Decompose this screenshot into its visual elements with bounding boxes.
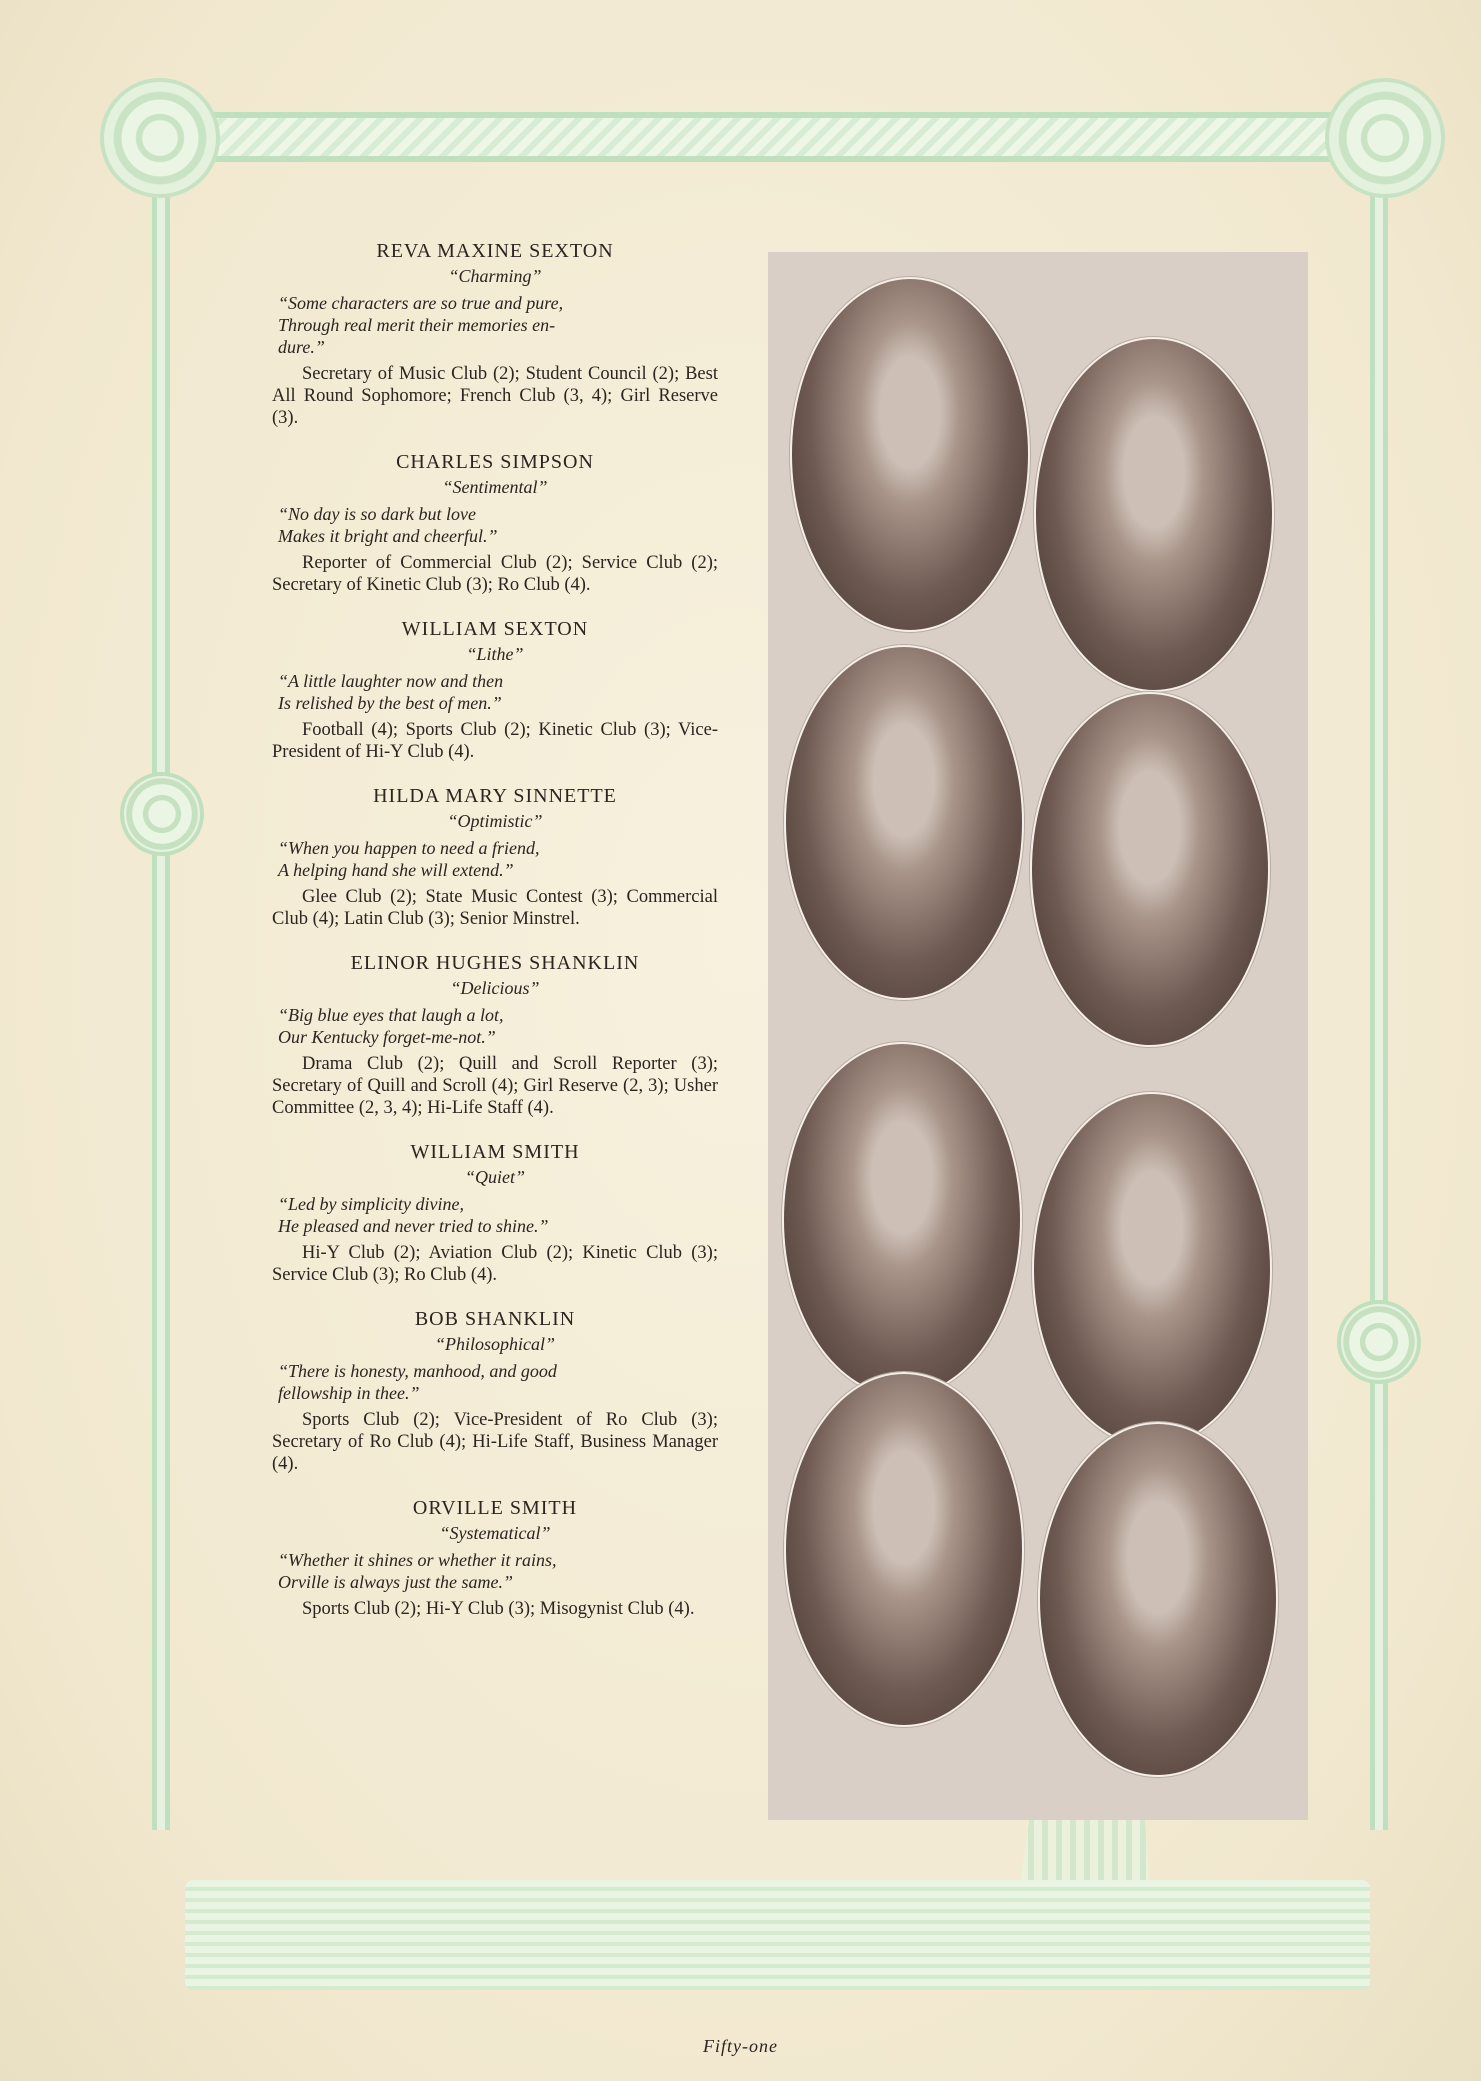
senior-entries (272, 240, 718, 1642)
senior-nickname: “Sentimental” (442, 477, 548, 497)
senior-activities: Sports Club (2); Hi-Y Club (3); Misogynist Club (4). (302, 1599, 695, 1619)
senior-activities: Reporter of Commercial Club (2); Service Club (2); Secretary of Kinetic Club (3); Ro Club (4). (272, 553, 718, 595)
ornamental-border-left (152, 150, 170, 1830)
senior-entry (272, 785, 718, 930)
senior-nickname: “Systematical” (439, 1523, 551, 1543)
portrait-photo (782, 1042, 1022, 1397)
senior-quote: “A little laughter now and then Is relished by the best of men.” (278, 671, 504, 713)
senior-nickname: “Charming” (448, 266, 542, 286)
portrait-photo (790, 277, 1030, 632)
senior-activities: Drama Club (2); Quill and Scroll Reporter (3); Secretary of Quill and Scroll (4); Girl Reserve (2, 3); Usher Committee (2, 3, 4); Hi-Life Staff (4). (272, 1054, 718, 1118)
senior-name: WILLIAM SMITH (410, 1141, 580, 1163)
senior-quote: “Whether it shines or whether it rains, Orville is always just the same.” (278, 1550, 557, 1592)
senior-name: HILDA MARY SINNETTE (373, 785, 617, 807)
portrait-photo (1038, 1422, 1278, 1777)
senior-name: ELINOR HUGHES SHANKLIN (350, 952, 640, 974)
senior-entry (272, 618, 718, 763)
senior-quote: “When you happen to need a friend, A helping hand she will extend.” (278, 838, 540, 880)
senior-quote: “Some characters are so true and pure, Through real merit their memories en- dure.” (278, 293, 564, 357)
portrait-panel (768, 252, 1308, 1820)
senior-activities: Hi-Y Club (2); Aviation Club (2); Kinetic Club (3); Service Club (3); Ro Club (4). (272, 1243, 718, 1285)
senior-nickname: “Optimistic” (447, 811, 543, 831)
senior-entry (272, 1308, 718, 1475)
page-number: Fifty-one (703, 2036, 778, 2056)
senior-name: BOB SHANKLIN (414, 1308, 576, 1330)
senior-entry (272, 240, 718, 429)
senior-quote: “No day is so dark but love Makes it bright and cheerful.” (278, 504, 498, 546)
senior-quote: “There is honesty, manhood, and good fellowship in thee.” (278, 1361, 557, 1403)
senior-quote: “Big blue eyes that laugh a lot, Our Kentucky forget-me-not.” (278, 1005, 504, 1047)
senior-entry (272, 952, 718, 1119)
portrait-photo (1034, 337, 1274, 692)
senior-entry (272, 1141, 718, 1286)
senior-nickname: “Quiet” (464, 1167, 525, 1187)
senior-entry (272, 451, 718, 596)
portrait-photo (1032, 1092, 1272, 1447)
senior-nickname: “Lithe” (466, 644, 524, 664)
senior-name: REVA MAXINE SEXTON (376, 240, 614, 262)
senior-activities: Sports Club (2); Vice-President of Ro Club (3); Secretary of Ro Club (4); Hi-Life Staff, Business Manager (4). (272, 1410, 718, 1474)
senior-entry (272, 1497, 718, 1620)
senior-nickname: “Philosophical” (434, 1334, 555, 1354)
senior-nickname: “Delicious” (450, 978, 540, 998)
senior-quote: “Led by simplicity divine, He pleased and never tried to shine.” (278, 1194, 549, 1236)
senior-activities: Secretary of Music Club (2); Student Council (2); Best All Round Sophomore; French Club (3, 4); Girl Reserve (3). (272, 364, 718, 428)
senior-name: ORVILLE SMITH (412, 1497, 578, 1519)
corner-ornament-left (100, 78, 220, 198)
senior-name: CHARLES SIMPSON (396, 451, 594, 473)
seascape-ornament (185, 1880, 1370, 1990)
ornamental-border-right (1370, 150, 1388, 1830)
senior-activities: Glee Club (2); State Music Contest (3); Commercial Club (4); Latin Club (3); Senior Minstrel. (272, 887, 718, 929)
senior-name: WILLIAM SEXTON (401, 618, 589, 640)
corner-ornament-right (1325, 78, 1445, 198)
portrait-photo (1030, 692, 1270, 1047)
medallion-ornament-right (1337, 1300, 1421, 1384)
senior-activities: Football (4); Sports Club (2); Kinetic Club (3); Vice-President of Hi-Y Club (4). (272, 720, 718, 762)
portrait-photo (784, 645, 1024, 1000)
portrait-photo (784, 1372, 1024, 1727)
medallion-ornament-left (120, 772, 204, 856)
ornamental-border-top (120, 112, 1360, 162)
